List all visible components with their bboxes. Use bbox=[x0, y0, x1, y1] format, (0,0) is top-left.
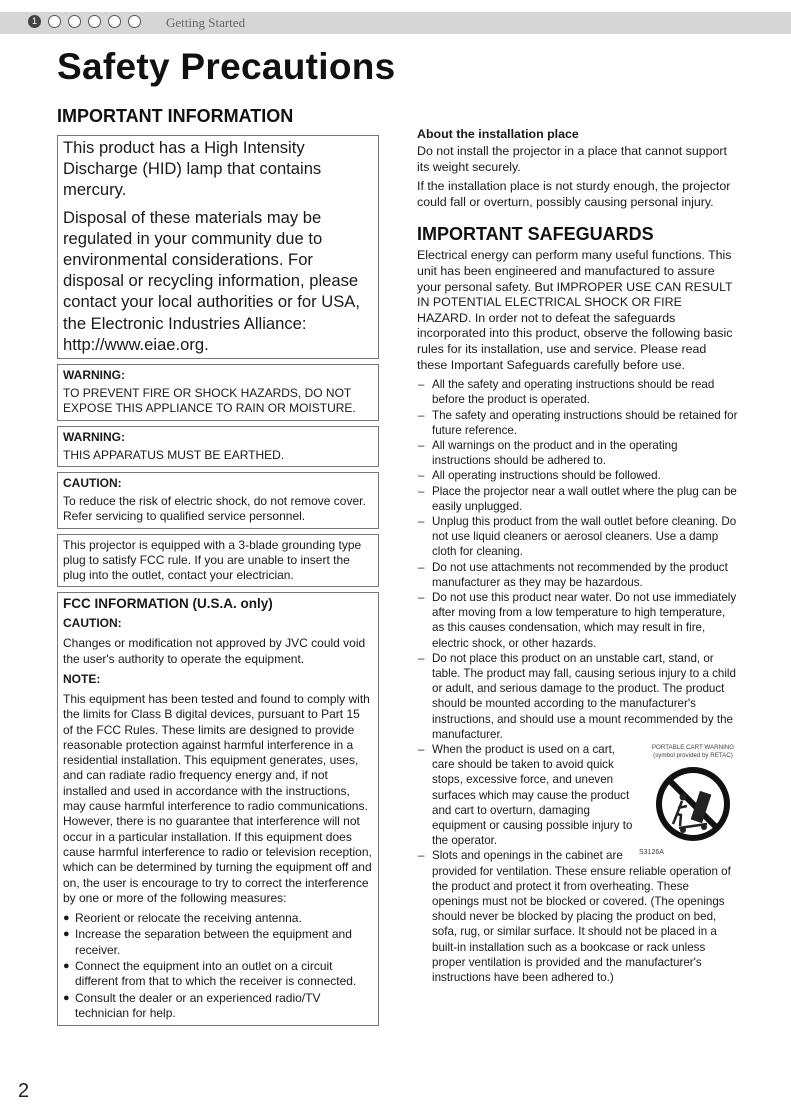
list-item bbox=[63, 927, 373, 958]
dash-icon: – bbox=[418, 484, 425, 498]
fcc-title: FCC INFORMATION (U.S.A. only) bbox=[63, 596, 273, 612]
list-item-text: The safety and operating instructions should be retained for future reference. bbox=[432, 408, 738, 437]
list-item-text: All operating instructions should be followed. bbox=[432, 469, 661, 483]
disposal-paragraph: Disposal of these materials may be regulated in your community due to environmental considerations. For disposal or recycling information, please contact your local authorities or for USA, the Electronic Industries Alliance: http://www.eiae.org. bbox=[63, 207, 360, 354]
right-column bbox=[417, 127, 739, 985]
bullet-icon: ● bbox=[63, 960, 70, 973]
cart-warning-caption: PORTABLE CART WARNING bbox=[651, 744, 735, 751]
step-dot-3 bbox=[68, 15, 81, 28]
list-item-text: Unplug this product from the wall outlet before cleaning. Do not use liquid cleaners or aerosol cleaners. Use a damp cloth for cleaning. bbox=[432, 514, 737, 559]
dash-icon: – bbox=[418, 514, 425, 528]
fcc-information-box bbox=[57, 592, 379, 1026]
list-item bbox=[63, 991, 373, 1022]
bullet-icon: ● bbox=[63, 991, 70, 1004]
page-title: Safety Precautions bbox=[57, 46, 396, 87]
caution-text: To reduce the risk of electric shock, do not remove cover. Refer servicing to qualified service personnel. bbox=[63, 493, 366, 524]
warning-title: WARNING: bbox=[63, 429, 125, 444]
list-item-text: Reorient or relocate the receiving antenna. bbox=[75, 911, 302, 926]
left-column bbox=[57, 106, 379, 1031]
section-label: Getting Started bbox=[166, 15, 246, 30]
list-item bbox=[417, 438, 739, 468]
list-item-text: Do not use attachments not recommended by the product manufacturer as they may be hazardous. bbox=[432, 560, 728, 589]
hid-lamp-notice bbox=[57, 135, 379, 359]
list-item-text: Do not use this product near water. Do not use immediately after moving from a low temperature to high temperature, as this causes condensation, which may result in fire, electric shock, or other hazards. bbox=[432, 590, 737, 650]
list-item bbox=[417, 514, 739, 560]
warning-box-1 bbox=[57, 364, 379, 421]
list-item-text: All warnings on the product and in the operating instructions should be adhered to. bbox=[432, 438, 678, 468]
step-dot-5 bbox=[108, 15, 121, 28]
step-dot-2 bbox=[48, 15, 61, 28]
installation-paragraph-1: Do not install the projector in a place that cannot support its weight securely. bbox=[417, 144, 727, 174]
step-dot-6 bbox=[128, 15, 141, 28]
list-item bbox=[417, 484, 739, 514]
cart-figure-code: S3126A bbox=[639, 849, 664, 856]
list-item bbox=[417, 377, 739, 407]
hid-lamp-paragraph: This product has a High Intensity Discharge (HID) lamp that contains mercury. bbox=[63, 138, 322, 200]
portable-cart-warning-figure bbox=[639, 744, 747, 860]
list-item bbox=[417, 468, 739, 483]
list-item-text: Increase the separation between the equipment and receiver. bbox=[75, 927, 352, 957]
grounding-plug-text: This projector is equipped with a 3-blade grounding type plug to satisfy FCC rule. If you are unable to insert the plug into the outlet, contact your electrician. bbox=[63, 537, 362, 583]
dash-icon: – bbox=[418, 651, 425, 665]
step-indicator bbox=[28, 15, 141, 28]
list-item-text: When the product is used on a cart, care should be taken to avoid quick stops, excessive force, and uneven surfaces which may cause the product and cart to overturn, damaging equipment or causing possible injury to the operator. bbox=[432, 743, 633, 848]
list-item-text: Connect the equipment into an outlet on a circuit different from that to which the receiver is connected. bbox=[75, 959, 357, 989]
warning-text: TO PREVENT FIRE OR SHOCK HAZARDS, DO NOT EXPOSE THIS APPLIANCE TO RAIN OR MOISTURE. bbox=[63, 386, 356, 416]
important-information-heading: IMPORTANT INFORMATION bbox=[57, 106, 294, 126]
list-item bbox=[417, 560, 739, 590]
dash-icon: – bbox=[418, 469, 425, 483]
dash-icon: – bbox=[418, 849, 425, 863]
page-number: 2 bbox=[18, 1080, 30, 1102]
list-item bbox=[63, 959, 373, 990]
dash-icon: – bbox=[418, 408, 425, 422]
cart-warning-subcaption: (symbol provided by RETAC) bbox=[653, 752, 733, 759]
dash-icon: – bbox=[418, 560, 425, 574]
grounding-plug-box bbox=[57, 534, 379, 588]
fcc-caution-title: CAUTION: bbox=[63, 616, 122, 631]
list-item-text: Do not place this product on an unstable cart, stand, or table. The product may fall, causing serious injury to a child or adult, and serious damage to the product. The product should be mounted according to the manufacturer's instructions, and should use a mount recommended by the manufacturer. bbox=[432, 651, 736, 741]
fcc-note-text: This equipment has been tested and found to comply with the limits for Class B digital devices, pursuant to Part 15 of the FCC Rules. These limits are designed to provide reasonable protection against harmful interference in a residential installation. This equipment generates, uses, and can radiate radio frequency energy and, if not installed and used in accordance with the instructions, may cause harmful interference to radio communications. However, there is no guarantee that interference will not occur in a particular installation. If this equipment does cause harmful interference to radio or television reception, which can be determined by turning the equipment off and on, the user is encourage to try to correct the interference by one or more of the following measures: bbox=[63, 692, 372, 905]
list-item bbox=[417, 590, 739, 651]
warning-box-2 bbox=[57, 426, 379, 467]
important-safeguards-heading: IMPORTANT SAFEGUARDS bbox=[417, 224, 654, 245]
warning-title: WARNING: bbox=[63, 368, 125, 383]
installation-paragraph-2: If the installation place is not sturdy enough, the projector could fall or overturn, possibly causing personal injury. bbox=[417, 179, 731, 209]
caution-box bbox=[57, 472, 379, 529]
installation-heading: About the installation place bbox=[417, 127, 579, 141]
list-item bbox=[417, 848, 739, 985]
safeguards-list bbox=[417, 377, 739, 985]
list-item bbox=[417, 408, 739, 438]
list-item bbox=[63, 911, 373, 926]
list-item-text: Slots and openings in the cabinet are provided for ventilation. These ensure reliable operation of the product and protect it from overheating. These openings must not be blocked or covered. (The openings should never be blocked by placing the product on bed, sofa, rug, or similar surface. It should not be placed in a built-in installation such as a bookcase or rack unless proper ventilation is provided and the manufacturer's instructions have been adhered to.) bbox=[432, 849, 731, 985]
dash-icon: – bbox=[418, 378, 425, 392]
header-bar bbox=[0, 12, 791, 34]
fcc-note-title: NOTE: bbox=[63, 672, 101, 686]
fcc-measures-list bbox=[63, 911, 373, 1021]
dash-icon: – bbox=[418, 743, 425, 756]
dash-icon: – bbox=[418, 590, 425, 604]
list-item-text: Consult the dealer or an experienced radio/TV technician for help. bbox=[75, 990, 321, 1020]
caution-title: CAUTION: bbox=[63, 475, 122, 490]
bullet-icon: ● bbox=[63, 928, 70, 941]
bullet-icon: ● bbox=[63, 912, 70, 925]
dash-icon: – bbox=[418, 438, 425, 452]
list-item-text: Place the projector near a wall outlet where the plug can be easily unplugged. bbox=[432, 484, 737, 513]
fcc-caution-text: Changes or modification not approved by JVC could void the user's authority to operate the equipment. bbox=[63, 636, 366, 666]
warning-text: THIS APPARATUS MUST BE EARTHED. bbox=[63, 447, 285, 462]
list-item bbox=[417, 742, 739, 856]
step-dot-4 bbox=[88, 15, 101, 28]
list-item-text: All the safety and operating instructions should be read before the product is operated. bbox=[432, 378, 715, 407]
step-dot-1: 1 bbox=[28, 15, 41, 28]
cart-tipping-warning-icon bbox=[649, 762, 737, 844]
safeguards-intro: Electrical energy can perform many useful functions. This unit has been engineered and manufactured to assure your personal safety. But IMPROPER USE CAN RESULT IN POTENTIAL ELECTRICAL SHOCK OR FIRE HAZARD. In order not to defeat the safeguards incorporated into this product, observe the following basic rules for its installation, use and service. Please read these Important Safeguards carefully before use. bbox=[417, 248, 733, 372]
list-item bbox=[417, 651, 739, 742]
